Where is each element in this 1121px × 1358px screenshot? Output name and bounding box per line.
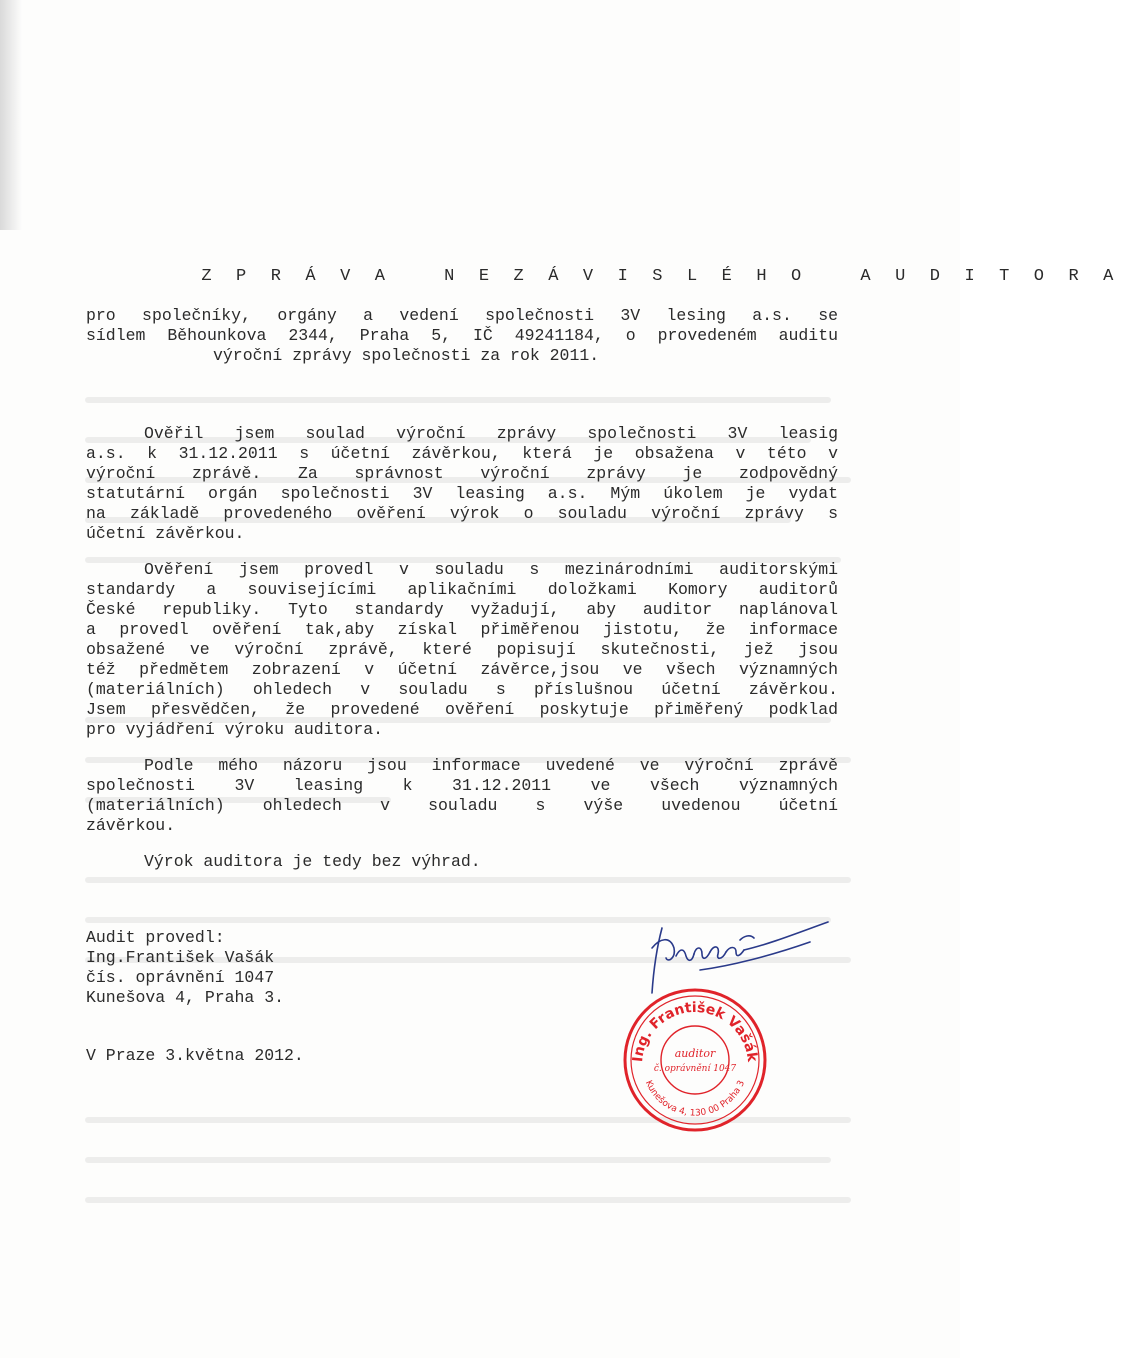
paragraph-line: (materiálních) ohledech v souladu s výše uvedenou účetní: [86, 796, 838, 815]
stamp-center-line-2: č. oprávnění 1047: [653, 1064, 737, 1074]
paragraph-line: a provedl ověření tak,aby získal přiměřenou jistotu, že informace: [86, 620, 838, 639]
paragraph-line: statutární orgán společnosti 3V leasing a.s. Mým úkolem je vydat: [86, 484, 838, 503]
stamp-ring-text: Ing. František Vašák: [630, 999, 761, 1063]
title-word-1: Z P R Á V A: [201, 267, 393, 286]
title-word-3: A U D I T O R A: [860, 267, 1121, 286]
auditor-line: Ing.František Vašák: [86, 948, 275, 967]
paragraph-line: výroční zprávě. Za správnost výroční zprávy je zodpovědný: [86, 464, 838, 483]
paragraph-line: obsažené ve výroční zprávě, které popisují skutečnosti, jež jsou: [86, 640, 838, 659]
stamp-center-line-1: auditor: [674, 1047, 716, 1060]
intro-line: sídlem Běhounkova 2344, Praha 5, IČ 49241184, o provedeném auditu: [86, 326, 838, 345]
audit-verdict: Výrok auditora je tedy bez výhrad.: [144, 852, 481, 871]
paragraph-line: a.s. k 31.12.2011 s účetní závěrkou, která je obsažena v této v: [86, 444, 838, 463]
paragraph-line: pro vyjádření výroku auditora.: [86, 720, 384, 739]
place-date: V Praze 3.května 2012.: [86, 1046, 304, 1065]
auditor-line: Audit provedl:: [86, 928, 225, 947]
paragraph-line: účetní závěrkou.: [86, 524, 245, 543]
paragraph-line: společnosti 3V leasing k 31.12.2011 ve všech významných: [86, 776, 838, 795]
paragraph-line: (materiálních) ohledech v souladu s příslušnou účetní závěrkou.: [86, 680, 838, 699]
auditor-line: čís. oprávnění 1047: [86, 968, 275, 987]
paragraph-line: též předmětem zobrazení v účetní závěrce,jsou ve všech významných: [86, 660, 838, 679]
intro-line: výroční zprávy společnosti za rok 2011.: [213, 346, 600, 365]
paragraph-line: Podle mého názoru jsou informace uvedené ve výroční zprávě: [144, 756, 838, 775]
auditor-line: Kunešova 4, Praha 3.: [86, 988, 285, 1007]
paragraph-line: České republiky. Tyto standardy vyžadují, aby auditor naplánoval: [86, 600, 838, 619]
auditor-stamp: [620, 985, 770, 1135]
scan-shadow: [0, 0, 22, 230]
paragraph-line: na základě provedeného ověření výrok o souladu výroční zprávy s: [86, 504, 838, 523]
stamp-bottom-text: Kunešova 4, 130 00 Praha 3: [642, 1079, 748, 1119]
intro-line: pro společníky, orgány a vedení společnosti 3V lesing a.s. se: [86, 306, 838, 325]
document-title: [132, 248, 1121, 305]
paragraph-line: Jsem přesvědčen, že provedené ověření poskytuje přiměřený podklad: [86, 700, 838, 719]
paragraph-line: Ověření jsem provedl v souladu s mezinárodními auditorskými: [144, 560, 838, 579]
paragraph-line: standardy a souvisejícími aplikačními doložkami Komory auditorů: [86, 580, 838, 599]
title-word-2: N E Z Á V I S L É H O: [444, 267, 809, 286]
paragraph-line: Ověřil jsem soulad výroční zprávy společnosti 3V leasig: [144, 424, 838, 443]
paragraph-line: závěrkou.: [86, 816, 176, 835]
